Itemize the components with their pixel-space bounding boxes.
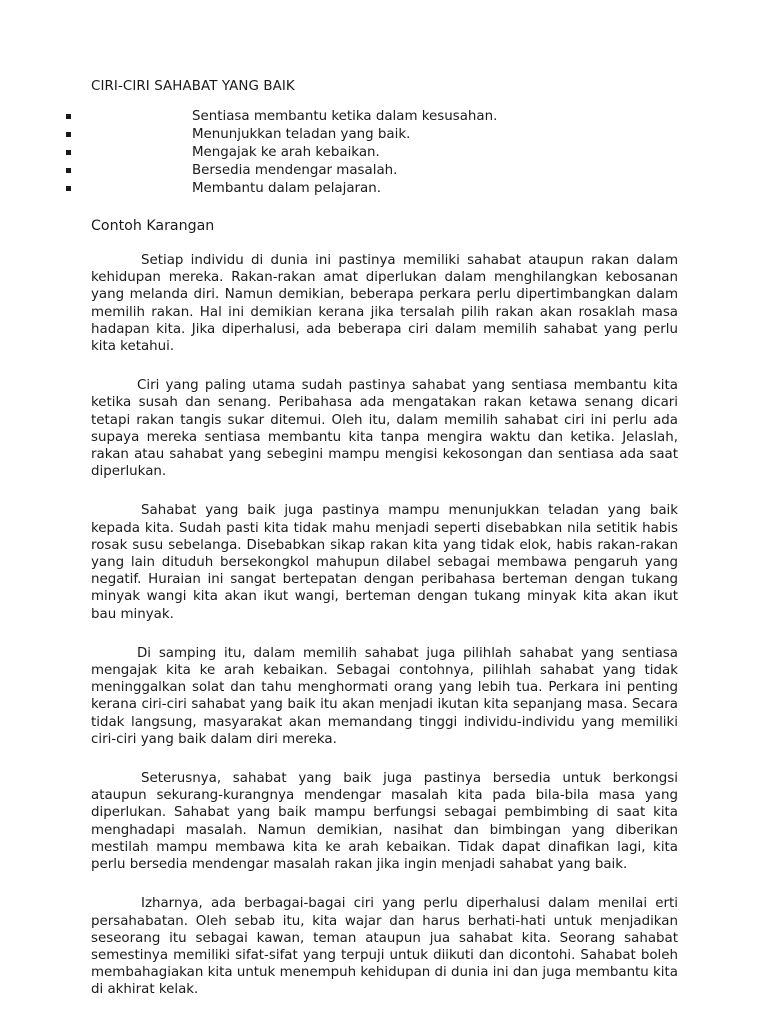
essay-paragraph: Ciri yang paling utama sudah pastinya sahabat yang sentiasa membantu kita ketika susah dan senang. Peribahasa ada mengatakan rakan ketawa senang dicari tetapi rakan tangis sukar ditemui. Oleh itu, dalam memilih sahabat ciri ini perlu ada supaya mereka sentiasa membantu kita tanpa mengira waktu dan ketika. Jelaslah, rakan atau sahabat yang sebegini mampu mengisi kekosongan dan sentiasa ada saat diperlukan. [91, 378, 678, 480]
square-bullet-icon [66, 114, 71, 119]
essay-paragraph: Setiap individu di dunia ini pastinya memiliki sahabat ataupun rakan dalam kehidupan mereka. Rakan-rakan amat diperlukan dalam menghilangkan kebosanan yang melanda diri. Namun demikian, beberapa perkara perlu dipertimbangkan dalam memilih rakan. Hal ini demikian kerana jika tersalah pilih rakan akan rosaklah masa hadapan kita. Jika diperhalusi, ada beberapa ciri dalam memilih sahabat yang perlu kita ketahui. [91, 253, 678, 355]
essay-paragraph: Sahabat yang baik juga pastinya mampu menunjukkan teladan yang baik kepada kita. Sudah pasti kita tidak mahu menjadi seperti disebabkan nila setitik habis rosak susu sebelanga. Disebabkan sikap rakan kita yang tidak elok, habis rakan-rakan yang lain dituduh bersekongkol mahupun dilabel sebagai membawa pengaruh yang negatif. Huraian ini sangat bertepatan dengan peribahasa berteman dengan tukang minyak wangi kita akan ikut wangi, berteman dengan tukang minyak kita akan ikut bau minyak. [91, 503, 678, 622]
essay-paragraph: Di samping itu, dalam memilih sahabat juga pilihlah sahabat yang sentiasa mengajak kita ke arah kebaikan. Sebagai contohnya, pilihlah sahabat yang tidak meninggalkan solat dan tahu menghormati orang yang lebih tua. Perkara ini penting kerana ciri-ciri sahabat yang baik itu akan menjadi ikutan kita sepanjang masa. Secara tidak langsung, masyarakat akan memandang tinggi individu-individu yang memiliki ciri-ciri yang baik dalam diri mereka. [91, 645, 678, 747]
section-heading: Contoh Karangan [91, 218, 215, 234]
document-title: CIRI-CIRI SAHABAT YANG BAIK [91, 79, 295, 94]
list-item-text: Sentiasa membantu ketika dalam kesusahan. [192, 109, 498, 124]
essay-paragraph: Seterusnya, sahabat yang baik juga pastinya bersedia untuk berkongsi ataupun sekurang-kurangnya mendengar masalah kita pada bila-bila masa yang diperlukan. Sahabat yang baik mampu berfungsi sebagai pembimbing di saat kita menghadapi masalah. Namun demikian, nasihat dan bimbingan yang diberikan mestilah mampu membawa kita ke arah kebaikan. Tidak dapat dinafikan lagi, kita perlu bersedia mendengar masalah rakan jika ingin menjadi sahabat yang baik. [91, 771, 678, 873]
list-item-text: Membantu dalam pelajaran. [192, 181, 381, 196]
essay-body [91, 252, 678, 1021]
square-bullet-icon [66, 150, 71, 155]
square-bullet-icon [66, 186, 71, 191]
list-item-text: Bersedia mendengar masalah. [192, 163, 398, 178]
square-bullet-icon [66, 168, 71, 173]
list-item-text: Menunjukkan teladan yang baik. [192, 127, 411, 142]
square-bullet-icon [66, 132, 71, 137]
list-item-text: Mengajak ke arah kebaikan. [192, 145, 380, 160]
essay-paragraph: Izharnya, ada berbagai-bagai ciri yang perlu diperhalusi dalam menilai erti persahabatan. Oleh sebab itu, kita wajar dan harus berhati-hati untuk menjadikan seseorang itu sebagai kawan, teman ataupun jua sahabat kita. Seorang sahabat semestinya memiliki sifat-sifat yang terpuji untuk diikuti dan dicontohi. Sahabat boleh membahagiakan kita untuk menempuh kehidupan di dunia ini dan juga membantu kita di akhirat kelak. [91, 896, 678, 998]
